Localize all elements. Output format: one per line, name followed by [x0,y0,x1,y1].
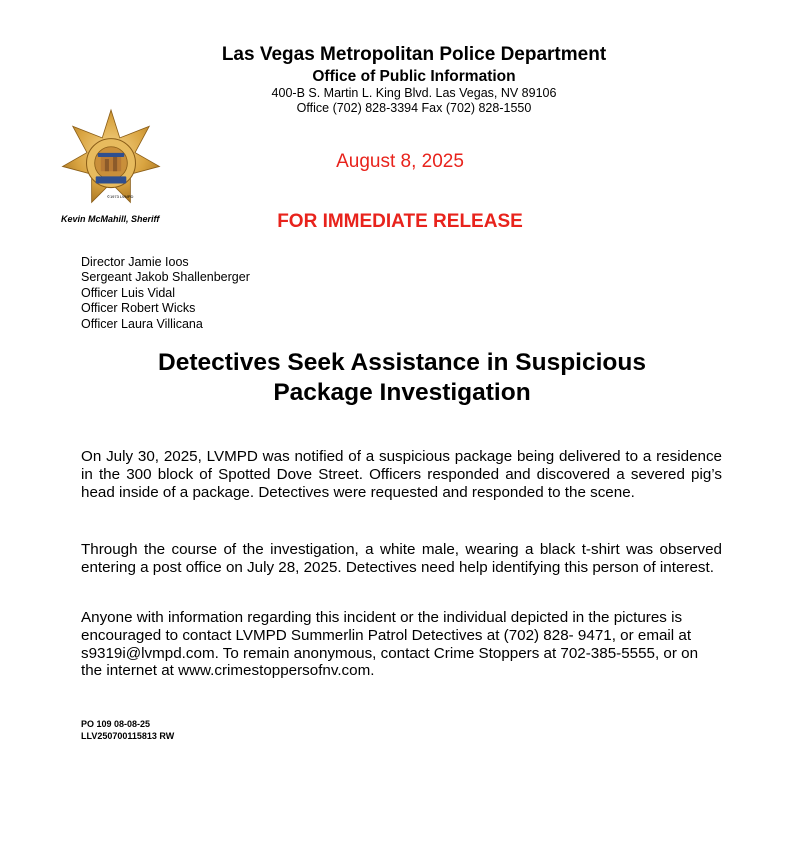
release-heading: FOR IMMEDIATE RELEASE [277,211,523,232]
title-line-2: Package Investigation [273,379,531,406]
office-phone-fax: Office (702) 828-3394 Fax (702) 828-1550 [296,101,532,115]
office-address: 400-B S. Martin L. King Blvd. Las Vegas, NV 89106 [271,86,557,100]
staff-list [81,255,250,332]
document-footer [81,718,174,742]
department-name: Las Vegas Metropolitan Police Department [221,44,607,65]
release-date: August 8, 2025 [336,151,464,172]
press-release-title [60,348,744,408]
staff-item: Officer Luis Vidal [81,285,176,300]
office-name: Office of Public Information [312,68,516,85]
badge-copyright: ©1973 LVMPD [107,194,134,199]
title-line-1: Detectives Seek Assistance in Suspicious [158,349,646,376]
staff-item: Sergeant Jakob Shallenberger [81,270,250,285]
paragraph-investigation: Through the course of the investigation, a white male, wearing a black t-shirt was observed entering a post office on July 28, 2025. Detectives need help identifying this person of interest. [81,541,722,576]
sheriff-name: Kevin McMahill, Sheriff [61,214,160,224]
footer-po-number: PO 109 08-08-25 [81,719,151,729]
staff-item: Officer Laura Villicana [81,316,203,331]
staff-item: Director Jamie Ioos [81,255,189,269]
staff-item: Officer Robert Wicks [81,301,196,316]
paragraph-incident: On July 30, 2025, LVMPD was notified of a suspicious package being delivered to a residence in the 300 block of Spotted Dove Street. Officers responded and discovered a severed pig’s head inside of a package. Detectives were requested and responded to the scene. [81,448,722,501]
paragraph-contact: Anyone with information regarding this incident or the individual depicted in the pictures is encouraged to contact LVMPD Summerlin Patrol Detectives at (702) 828- 9471, or email at s9319i@lvmpd.com. To remain anonymous, contact Crime Stoppers at 702-385-5555, or on the internet at www.crimestoppersofnv.com. [81,609,699,680]
footer-case-number: LLV250700115813 RW [81,731,175,741]
